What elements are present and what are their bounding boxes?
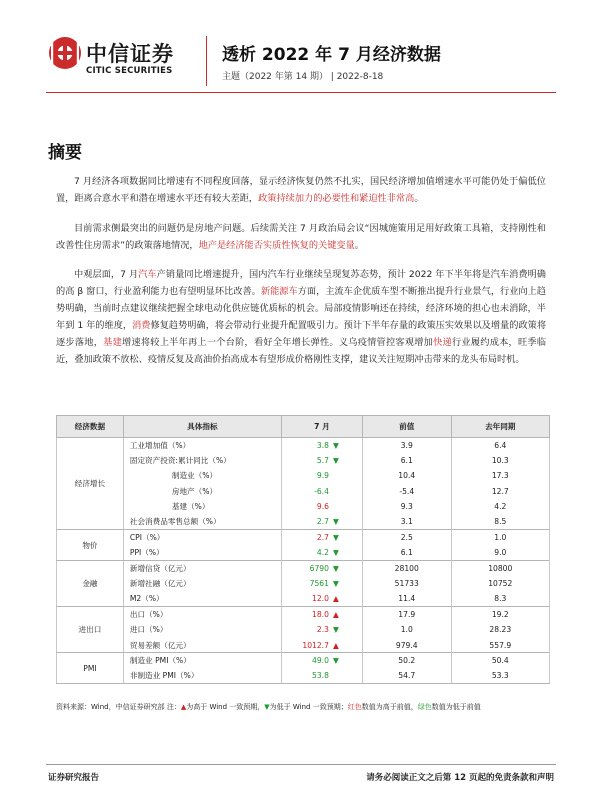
citic-logo-icon [48,36,82,70]
previous-value-cell: 9.3 [362,499,451,514]
july-value-cell: 9.6 [281,499,333,514]
july-value-cell: 6790 [281,561,333,576]
table-row [57,499,550,514]
previous-value-cell: 28100 [362,561,451,576]
last-year-value-cell: 10752 [451,576,549,591]
july-value-cell: 5.7 [281,453,333,468]
footer-report-type: 证券研究报告 [48,773,100,783]
indicator-cell: 社会消费品零售总额（%） [123,514,281,529]
last-year-value-cell: 19.2 [451,607,549,622]
down-arrow-icon: ▼ [333,530,363,545]
previous-value-cell: 3.9 [362,438,451,453]
july-value-cell: 1012.7 [281,638,333,653]
header-divider [206,36,207,86]
down-arrow-icon: ▼ [333,561,363,576]
last-year-value-cell: 12.7 [451,484,549,499]
indicator-cell: 贸易差额（亿元） [123,638,281,653]
header-indicator: 具体指标 [123,416,281,438]
indicator-cell: CPI（%） [123,530,281,545]
table-row [57,668,550,683]
logo-chinese-name: 中信证券 [86,42,174,66]
source-note: 资料来源：Wind，中信证券研究部 注：▲为高于 Wind 一致预期，▼为低于 Wind 一致预期；红色数值为高于前值，绿色数值为低于前值 [56,703,481,711]
down-arrow-icon [333,468,363,483]
july-value-cell: 53.8 [281,668,333,683]
previous-value-cell: 6.1 [362,453,451,468]
report-subtitle: 主题（2022 年第 14 期） | 2022-8-18 [222,72,384,82]
july-value-cell: 12.0 [281,591,333,606]
indicator-cell: 工业增加值（%） [123,438,281,453]
table-header-row [57,416,550,438]
table-row [57,576,550,591]
down-arrow-icon: ▼ [333,438,363,453]
header-previous: 前值 [362,416,451,438]
report-header [0,0,600,100]
table-row [57,514,550,529]
july-value-cell: -6.4 [281,484,333,499]
july-value-cell: 9.9 [281,468,333,483]
last-year-value-cell: 6.4 [451,438,549,453]
indicator-cell: 新增社融（亿元） [123,576,281,591]
indicator-cell: 制造业（%） [123,468,281,483]
table-row [57,653,550,668]
footer-disclaimer: 请务必阅读正文之后第 12 页起的免责条款和声明 [366,773,554,783]
indicator-cell: PPI（%） [123,545,281,560]
category-cell: PMI [57,653,124,684]
down-arrow-icon: ▼ [333,453,363,468]
economic-data-table [56,415,550,684]
july-value-cell: 3.8 [281,438,333,453]
category-cell: 经济增长 [57,438,124,530]
last-year-value-cell: 4.2 [451,499,549,514]
last-year-value-cell: 8.3 [451,591,549,606]
up-arrow-icon: ▲ [180,703,187,711]
previous-value-cell: 50.2 [362,653,451,668]
header-rule [46,92,556,93]
previous-value-cell: 11.4 [362,591,451,606]
table-row [57,622,550,637]
section-title-summary: 摘要 [48,143,82,163]
previous-value-cell: 17.9 [362,607,451,622]
table-row [57,638,550,653]
july-value-cell: 4.2 [281,545,333,560]
down-arrow-icon: ▼ [333,576,363,591]
last-year-value-cell: 28.23 [451,622,549,637]
july-value-cell: 2.7 [281,514,333,529]
indicator-cell: 非制造业 PMI（%） [123,668,281,683]
last-year-value-cell: 557.9 [451,638,549,653]
down-arrow-icon: ▼ [333,545,363,560]
report-title: 透析 2022 年 7 月经济数据 [222,45,441,65]
category-cell: 进出口 [57,607,124,653]
table-row [57,530,550,545]
header-last-year: 去年同期 [451,416,549,438]
indicator-cell: 出口（%） [123,607,281,622]
table-row [57,591,550,606]
category-cell: 金融 [57,561,124,607]
table-row [57,453,550,468]
previous-value-cell: 54.7 [362,668,451,683]
previous-value-cell: -5.4 [362,484,451,499]
category-cell: 物价 [57,530,124,561]
previous-value-cell: 979.4 [362,638,451,653]
last-year-value-cell: 10800 [451,561,549,576]
july-value-cell: 18.0 [281,607,333,622]
last-year-value-cell: 8.5 [451,514,549,529]
indicator-cell: 新增信贷（亿元） [123,561,281,576]
indicator-cell: 进口（%） [123,622,281,637]
previous-value-cell: 10.4 [362,468,451,483]
summary-paragraph-1: 7 月经济各项数据同比增速有不同程度回落，显示经济恢复仍然不扎实，国民经济增加值增速水平可能仍处于偏低位置，距离合意水平和潜在增速水平还有较大差距，政策持续加力的必要性和紧迫性非常高。 [56,176,546,204]
header-category: 经济数据 [57,416,124,438]
last-year-value-cell: 10.3 [451,453,549,468]
summary-paragraph-2: 目前需求侧最突出的问题仍是房地产问题。后续需关注 7 月政治局会议“因城施策用足用好政策工具箱，支持刚性和改善性住房需求”的政策落地情况，地产是经济能否实质性恢复的关键变量。 [56,223,546,251]
down-arrow-icon [333,668,363,683]
table-row [57,607,550,622]
table-row [57,438,550,453]
down-arrow-icon: ▼ [264,703,270,711]
previous-value-cell: 2.5 [362,530,451,545]
july-value-cell: 2.3 [281,622,333,637]
indicator-cell: 基建（%） [123,499,281,514]
previous-value-cell: 1.0 [362,622,451,637]
last-year-value-cell: 50.4 [451,653,549,668]
july-value-cell: 49.0 [281,653,333,668]
last-year-value-cell: 17.3 [451,468,549,483]
down-arrow-icon [333,484,363,499]
up-arrow-icon: ▲ [333,607,363,622]
logo-english-name: CITIC SECURITIES [86,66,173,76]
header-july: 7 月 [281,416,362,438]
indicator-cell: 制造业 PMI（%） [123,653,281,668]
table-row [57,561,550,576]
last-year-value-cell: 9.0 [451,545,549,560]
previous-value-cell: 6.1 [362,545,451,560]
down-arrow-icon: ▼ [333,653,363,668]
previous-value-cell: 3.1 [362,514,451,529]
footer-rule [46,764,556,765]
down-arrow-icon [333,499,363,514]
july-value-cell: 7561 [281,576,333,591]
last-year-value-cell: 1.0 [451,530,549,545]
up-arrow-icon: ▲ [333,591,363,606]
down-arrow-icon: ▼ [333,622,363,637]
table-row [57,468,550,483]
table-row [57,484,550,499]
indicator-cell: 固定资产投资:累计同比（%） [123,453,281,468]
down-arrow-icon: ▼ [333,514,363,529]
previous-value-cell: 51733 [362,576,451,591]
up-arrow-icon: ▲ [333,638,363,653]
table-row [57,545,550,560]
indicator-cell: M2（%） [123,591,281,606]
indicator-cell: 房地产（%） [123,484,281,499]
last-year-value-cell: 53.3 [451,668,549,683]
table-body [57,438,550,684]
july-value-cell: 2.7 [281,530,333,545]
summary-paragraph-3: 中观层面，7 月汽车产销量同比增速提升，国内汽车行业继续呈现复苏态势，预计 2022 年下半年将是汽车消费明确的高 β 窗口，行业盈利能力也有望明显环比改善。新能源车方面，主流车企优质车型不断推出提升行业景气，行业向上趋势明确，当前时点建议继续把握全球电动化供应链优质标的机会。局部疫情影响还在持续，经济环境的担心也未消除，半年到 1 年的维度，消费修复趋势明确，将会带动行业提升配置吸引力。预计下半年存量的政策压实效果以及增量的政策将逐步落地，基建增速将较上半年再上一个台阶，看好全年增长弹性。义乌疫情管控客观增加快递行业履约成本，旺季临近，叠加政策不放松、疫情反复及高油价抬高成本有望形成价格刚性支撑，建议关注短期冲击带来的龙头布局时机。 [56,269,547,365]
